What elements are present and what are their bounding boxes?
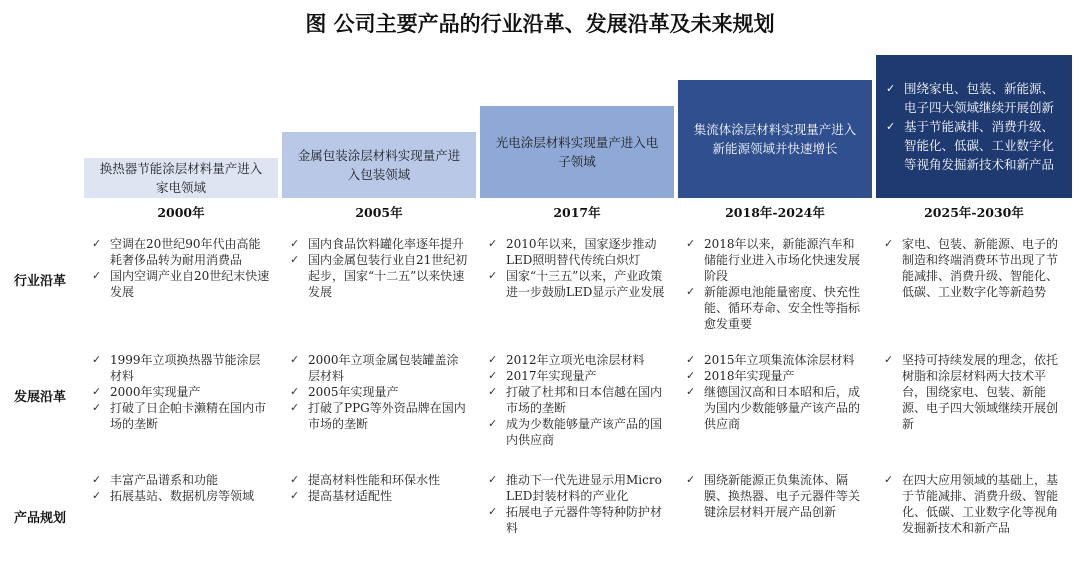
- check-icon: ✓: [92, 473, 102, 486]
- check-icon: ✓: [488, 417, 498, 430]
- check-icon: ✓: [290, 489, 300, 502]
- bullet-text: 2000年实现量产: [110, 385, 201, 399]
- check-icon: ✓: [92, 237, 102, 250]
- bullet-item: [686, 368, 866, 384]
- bullet-item: [488, 352, 668, 368]
- row-label-industry-history: 行业沿革: [14, 274, 67, 289]
- bullet-text: 拓展电子元器件等特种防护材料: [506, 505, 663, 535]
- check-icon: ✓: [884, 353, 894, 366]
- cell-product-plan-4: [686, 472, 866, 520]
- bullet-item: [884, 236, 1064, 300]
- check-icon: ✓: [290, 401, 300, 414]
- check-icon: ✓: [92, 489, 102, 502]
- bullet-item: [290, 252, 470, 300]
- check-icon: ✓: [92, 353, 102, 366]
- bullet-text: 2012年立项光电涂层材料: [506, 353, 645, 367]
- check-icon: ✓: [92, 385, 102, 398]
- year-label: 2000年: [157, 205, 205, 220]
- bullet-text: 国内金属包装行业自21世纪初起步，国家“十二五”以来快速发展: [308, 253, 468, 299]
- cell-development-history-5: [884, 352, 1064, 432]
- bullet-item: [488, 504, 668, 536]
- check-icon: ✓: [686, 369, 696, 382]
- bullet-item: [686, 472, 866, 520]
- bullet-text: 2005年实现量产: [308, 385, 399, 399]
- check-icon: ✓: [488, 353, 498, 366]
- bullet-text: 2018年以来，新能源汽车和储能行业进入市场化快速发展阶段: [704, 237, 861, 283]
- bullet-item: [92, 400, 272, 432]
- bullet-text: 空调在20世纪90年代由高能耗奢侈品转为耐用消费品: [110, 237, 261, 267]
- bullet-item: [290, 488, 470, 504]
- bullet-item: [92, 488, 272, 504]
- bullet-text: 2010年以来，国家逐步推动LED照明替代传统白炽灯: [506, 237, 657, 267]
- bullet-item: [92, 268, 272, 300]
- check-icon: ✓: [686, 237, 696, 250]
- stage-block-2025-2030: [876, 55, 1072, 198]
- bullet-text: 国内空调产业自20世纪末快速发展: [110, 269, 270, 299]
- cell-industry-history-5: [884, 236, 1064, 300]
- cell-development-history-2: [290, 352, 470, 432]
- bullet-text: 家电、包装、新能源、电子的制造和终端消费环节出现了节能减排、消费升级、智能化、低碳、工业数字化等新趋势: [902, 237, 1059, 299]
- check-icon: ✓: [92, 269, 102, 282]
- stage-block-2000: [84, 158, 278, 198]
- stage-bullet: [886, 79, 1062, 117]
- check-icon: ✓: [488, 505, 498, 518]
- bullet-item: [686, 284, 866, 332]
- cell-development-history-4: [686, 352, 866, 432]
- bullet-item: [290, 472, 470, 488]
- year-label: 2017年: [553, 205, 601, 220]
- check-icon: ✓: [886, 120, 896, 133]
- bullet-text: 2018年实现量产: [704, 369, 795, 383]
- bullet-item: [488, 368, 668, 384]
- bullet-text: 拓展基站、数据机房等领域: [110, 489, 255, 503]
- bullet-text: 提高材料性能和环保水性: [308, 473, 441, 487]
- bullet-item: [488, 236, 668, 268]
- check-icon: ✓: [686, 473, 696, 486]
- bullet-text: 继德国汉高和日本昭和后，成为国内少数能够量产该产品的供应商: [704, 385, 861, 431]
- stage-bullet-text: 围绕家电、包装、新能源、电子四大领域继续开展创新: [904, 81, 1055, 115]
- check-icon: ✓: [488, 385, 498, 398]
- cell-industry-history-3: [488, 236, 668, 300]
- row-label-development-history: 发展沿革: [14, 390, 67, 405]
- bullet-item: [488, 268, 668, 300]
- bullet-item: [290, 384, 470, 400]
- cell-product-plan-1: [92, 472, 272, 504]
- check-icon: ✓: [488, 237, 498, 250]
- bullet-text: 丰富产品谱系和功能: [110, 473, 219, 487]
- bullet-text: 1999年立项换热器节能涂层材料: [110, 353, 261, 383]
- check-icon: ✓: [488, 369, 498, 382]
- check-icon: ✓: [884, 473, 894, 486]
- bullet-text: 新能源电池能量密度、快充性能、循环寿命、安全性等指标愈发重要: [704, 285, 861, 331]
- cell-industry-history-1: [92, 236, 272, 300]
- bullet-text: 打破了PPG等外资品牌在国内市场的垄断: [308, 401, 466, 431]
- check-icon: ✓: [290, 473, 300, 486]
- stage-block-2018-2024: [678, 80, 872, 198]
- bullet-text: 国内食品饮料罐化率逐年提升: [308, 237, 465, 251]
- check-icon: ✓: [488, 269, 498, 282]
- cell-product-plan-3: [488, 472, 668, 536]
- cell-product-plan-2: [290, 472, 470, 504]
- cell-product-plan-5: [884, 472, 1064, 536]
- bullet-item: [488, 416, 668, 448]
- bullet-text: 打破了日企帕卡濑精在国内市场的垄断: [110, 401, 267, 431]
- check-icon: ✓: [290, 253, 300, 266]
- check-icon: ✓: [290, 353, 300, 366]
- stage-bullet-text: 基于节能减排、消费升级、智能化、低碳、工业数字化等视角发掘新技术和新产品: [904, 119, 1055, 172]
- cell-development-history-3: [488, 352, 668, 448]
- bullet-text: 2000年立项金属包装罐盖涂层材料: [308, 353, 459, 383]
- bullet-text: 2017年实现量产: [506, 369, 597, 383]
- cell-development-history-1: [92, 352, 272, 432]
- bullet-item: [686, 384, 866, 432]
- cell-industry-history-2: [290, 236, 470, 300]
- bullet-text: 坚持可持续发展的理念，依托树脂和涂层材料两大技术平台，围绕家电、包装、新能源、电子四大领域继续开展创新: [902, 353, 1059, 431]
- year-label: 2005年: [355, 205, 403, 220]
- check-icon: ✓: [884, 237, 894, 250]
- bullet-text: 成为少数能够量产该产品的国内供应商: [506, 417, 663, 447]
- bullet-text: 2015年立项集流体涂层材料: [704, 353, 855, 367]
- stage-block-2017: [480, 106, 674, 198]
- bullet-text: 提高基材适配性: [308, 489, 393, 503]
- bullet-item: [686, 236, 866, 284]
- stage-text: 金属包装涂层材料实现量产进入包装领域: [297, 148, 461, 182]
- bullet-text: 在四大应用领域的基础上，基于节能减排、消费升级、智能化、低碳、工业数字化等视角发掘新技术和新产品: [902, 473, 1059, 535]
- stage-block-2005: [282, 132, 476, 198]
- bullet-text: 围绕新能源正负集流体、隔膜、换热器、电子元器件等关键涂层材料开展产品创新: [704, 473, 861, 519]
- check-icon: ✓: [686, 385, 696, 398]
- bullet-item: [290, 352, 470, 384]
- bullet-item: [884, 352, 1064, 432]
- stage-text: 光电涂层材料实现量产进入电子领域: [495, 135, 659, 169]
- bullet-item: [884, 472, 1064, 536]
- row-label-product-plan: 产品规划: [14, 511, 67, 526]
- year-label: 2018年-2024年: [725, 205, 825, 220]
- check-icon: ✓: [290, 237, 300, 250]
- check-icon: ✓: [686, 353, 696, 366]
- bullet-item: [92, 236, 272, 268]
- bullet-item: [92, 384, 272, 400]
- check-icon: ✓: [686, 285, 696, 298]
- bullet-text: 打破了杜邦和日本信越在国内市场的垄断: [506, 385, 663, 415]
- bullet-item: [488, 384, 668, 416]
- bullet-item: [686, 352, 866, 368]
- check-icon: ✓: [290, 385, 300, 398]
- bullet-item: [290, 236, 470, 252]
- bullet-item: [92, 352, 272, 384]
- stage-text: 集流体涂层材料实现量产进入新能源领域并快速增长: [693, 122, 857, 156]
- bullet-item: [290, 400, 470, 432]
- stage-bullet: [886, 117, 1062, 174]
- bullet-item: [488, 472, 668, 504]
- bullet-text: 推动下一代先进显示用Micro LED封装材料的产业化: [506, 473, 662, 503]
- bullet-item: [92, 472, 272, 488]
- cell-industry-history-4: [686, 236, 866, 332]
- check-icon: ✓: [886, 82, 896, 95]
- year-label: 2025年-2030年: [924, 205, 1024, 220]
- stage-text: 换热器节能涂层材料量产进入家电领域: [99, 161, 263, 195]
- bullet-text: 国家“十三五”以来，产业政策进一步鼓励LED显示产业发展: [506, 269, 665, 299]
- check-icon: ✓: [488, 473, 498, 486]
- check-icon: ✓: [92, 401, 102, 414]
- figure-title: 图 公司主要产品的行业沿革、发展沿革及未来规划: [305, 12, 775, 36]
